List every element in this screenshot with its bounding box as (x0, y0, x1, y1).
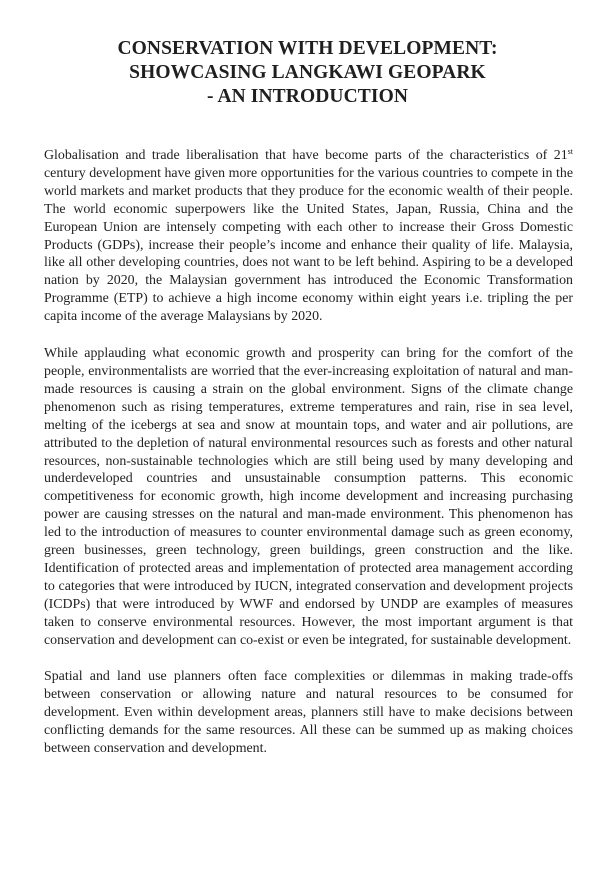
paragraph-2: While applauding what economic growth and prosperity can bring for the comfort of the people, environmentalists are worried that the ever-increasing exploitation of natural and man-made resources is causing a strain on the global environment. Signs of the climate change phenomenon such as rising temperatures, extreme temperatures and rain, rise in sea level, melting of the icebergs at sea and snow at mountain tops, and water and air pollutions, are attributed to the depletion of natural environmental resources such as forests and other natural resources, non-sustainable technologies which are still being used by many developing and underdeveloped countries and unsustainable consumption patterns. This economic competitiveness for economic growth, high income development and increasing purchasing power are causing stresses on the natural and man-made environment. This phenomenon has led to the introduction of measures to counter environmental damage such as green economy, green businesses, green technology, green buildings, green construction and the like. Identification of protected areas and implementation of protected area management according to categories that were introduced by IUCN, integrated conservation and development projects (ICDPs) that were introduced by WWF and endorsed by UNDP are examples of measures taken to conserve environmental resources. However, the most important argument is that conservation and development can co-exist or even be integrated, for sustainable development. (44, 346, 573, 648)
paragraph-1-rest: century development have given more opportunities for the various countries to compete in the world markets and market products that they produce for the economic wealth of their people. The world economic superpowers like the United States, Japan, Russia, China and the European Union are intensely competing with each other to increase their Gross Domestic Products (GDPs), increase their people’s income and enhance their quality of life. Malaysia, like all other developing countries, does not want to be left behind. Aspiring to be a developed nation by 2020, the Malaysian government has introduced the Economic Transformation Programme (ETP) to achieve a high income economy within eight years i.e. tripling the per capita income of the average Malaysians by 2020. (44, 165, 573, 325)
ordinal-suffix: st (567, 147, 573, 156)
page-title (40, 37, 575, 109)
title-line-3: - AN INTRODUCTION (206, 86, 409, 107)
paragraph-3: Spatial and land use planners often face complexities or dilemmas in making trade-offs between conservation or allowing nature and natural resources to be consumed for development. Even within development areas, planners still have to make decisions between conflicting demands for the same resources. All these can be summed up as making choices between conservation and development. (44, 669, 573, 757)
title-line-1: CONSERVATION WITH DEVELOPMENT: (117, 38, 498, 59)
paragraph-1-start: Globalisation and trade liberalisation that have become parts of the characteristics of 21 (44, 148, 568, 163)
document-body (44, 147, 573, 777)
paragraph-1 (44, 147, 573, 326)
title-line-2: SHOWCASING LANGKAWI GEOPARK (129, 62, 486, 83)
